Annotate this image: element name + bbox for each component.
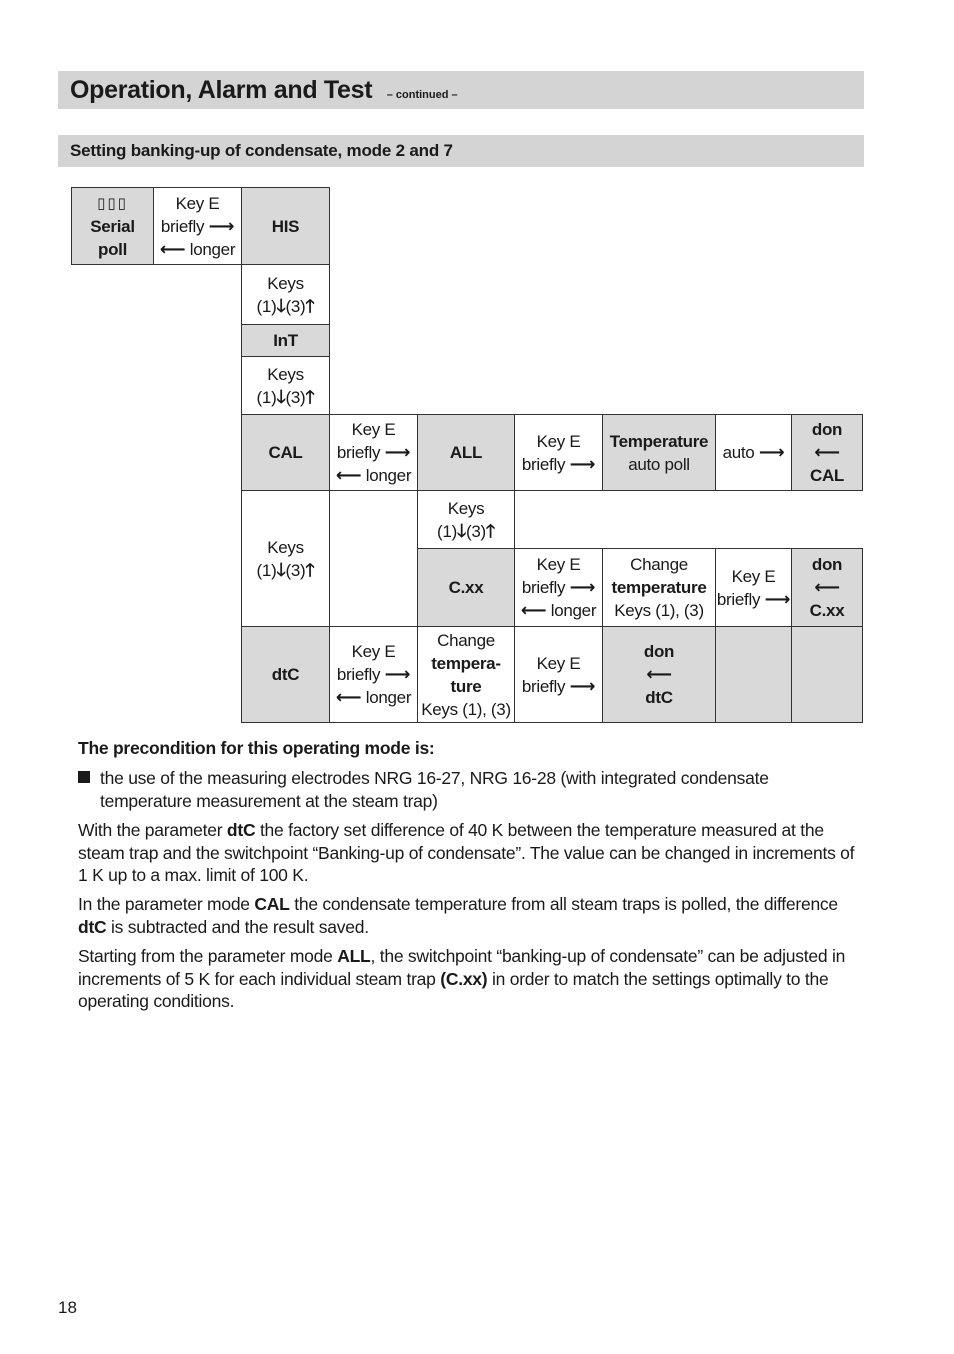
precondition-bullet: the use of the measuring electrodes NRG 16-27, NRG 16-28 (with integrated condensate temperature measurement at the steam trap) xyxy=(100,768,769,811)
key-3-label: (3) xyxy=(285,387,306,407)
key-e-cell xyxy=(153,187,242,265)
key-3-label: (3) xyxy=(285,296,306,316)
text-span: is subtracted and the result saved. xyxy=(106,916,369,937)
paragraph-cal xyxy=(78,893,868,938)
key-e-briefly-cell xyxy=(514,414,603,491)
key-e-label: Key E xyxy=(731,566,776,586)
arrow-left-icon: ⟵ xyxy=(646,664,672,684)
key-1-label: (1) xyxy=(256,560,277,580)
auto-poll-label: auto poll xyxy=(628,454,690,474)
key-1-label: (1) xyxy=(256,387,277,407)
don-label: don xyxy=(811,420,843,439)
arrow-up-icon: 🡑 xyxy=(305,295,315,316)
arrow-right-icon: ⟶ xyxy=(384,664,411,684)
arrow-right-icon: ⟶ xyxy=(758,442,785,462)
keys-label: Keys xyxy=(267,537,304,557)
keys-cell xyxy=(417,490,515,549)
temperature-label: temperature xyxy=(611,578,707,597)
don-label: don xyxy=(811,555,843,574)
text-bold: CAL xyxy=(254,894,290,914)
cxx-cell: C.xx xyxy=(417,548,515,627)
precondition-heading: The precondition for this operating mode is: xyxy=(78,738,435,758)
cxx-label: C.xx xyxy=(809,601,845,620)
change-label: Change xyxy=(630,555,688,574)
key-3-label: (3) xyxy=(466,521,486,541)
key-e-label: Key E xyxy=(536,555,581,574)
briefly-label: briefly xyxy=(521,578,566,597)
dtc-cell: dtC xyxy=(241,626,330,723)
section-header xyxy=(58,71,864,109)
key-e-label: Key E xyxy=(351,420,396,439)
page-number: 18 xyxy=(58,1298,77,1317)
text-span: the factory set difference of 40 K between the temperature measured at the steam trap and the switchpoint “Banking-up of condensate”. The value can be changed in increments of 1 K up to a max. limit of 100 K. xyxy=(78,820,855,885)
auto-cell xyxy=(715,414,792,491)
temperature-auto-poll-cell xyxy=(602,414,716,491)
arrow-left-icon: ⟵ xyxy=(159,238,186,259)
arrow-up-icon: 🡑 xyxy=(485,520,495,541)
key-e-briefly-cell xyxy=(715,548,792,627)
text-bold: (C.xx) xyxy=(440,968,488,989)
don-label: don xyxy=(643,642,675,661)
arrow-down-icon: 🡓 xyxy=(276,559,286,580)
arrow-down-icon: 🡓 xyxy=(276,295,286,316)
text-span: in order to match the settings optimally to the operating conditions. xyxy=(78,968,829,1011)
keys-cell xyxy=(241,356,330,415)
arrow-down-icon: 🡓 xyxy=(456,520,466,541)
keys-1-3-label: Keys (1), (3) xyxy=(421,699,511,719)
longer-label: longer xyxy=(365,466,412,485)
arrow-up-icon: 🡑 xyxy=(305,386,315,407)
briefly-label: briefly xyxy=(716,589,761,609)
text-bold: ALL xyxy=(337,946,371,966)
key-e-label: Key E xyxy=(536,653,581,673)
arrow-up-icon: 🡑 xyxy=(305,559,315,580)
bullet-square-icon xyxy=(78,771,90,783)
arrow-right-icon: ⟶ xyxy=(208,215,235,236)
arrow-down-icon: 🡓 xyxy=(276,386,286,407)
don-dtc-cell xyxy=(602,626,716,723)
arrow-right-icon: ⟶ xyxy=(764,588,791,609)
briefly-label: briefly xyxy=(521,454,566,474)
arrow-right-icon: ⟶ xyxy=(569,577,596,597)
briefly-label: briefly xyxy=(336,443,381,462)
keys-label: Keys xyxy=(447,498,485,518)
key-e-label: Key E xyxy=(351,642,396,661)
keys-cell xyxy=(241,490,330,627)
arrow-left-icon: ⟵ xyxy=(520,600,547,620)
briefly-label: briefly xyxy=(336,665,381,684)
keys-cell xyxy=(241,264,330,325)
arrow-right-icon: ⟶ xyxy=(384,442,411,462)
dtc-label: dtC xyxy=(645,688,673,707)
temperature-label: Temperature xyxy=(609,431,709,451)
page-subtitle: – continued – xyxy=(386,89,458,101)
keys-1-3-label: Keys (1), (3) xyxy=(614,601,704,620)
text-bold: dtC xyxy=(226,820,256,840)
text-bold: dtC xyxy=(78,916,107,937)
paragraph-dtc xyxy=(78,819,868,887)
text-span: In the parameter mode xyxy=(78,894,255,914)
don-cxx-cell xyxy=(791,548,863,627)
longer-label: longer xyxy=(550,601,597,620)
display-segments: ▯▯▯ xyxy=(97,194,128,212)
arrow-right-icon: ⟶ xyxy=(569,453,596,474)
briefly-label: briefly xyxy=(160,216,205,236)
auto-label: auto xyxy=(722,443,755,462)
all-cell: ALL xyxy=(417,414,515,491)
cal-cell: CAL xyxy=(241,414,330,491)
his-cell: HIS xyxy=(241,187,330,265)
arrow-left-icon: ⟵ xyxy=(335,687,362,707)
briefly-label: briefly xyxy=(521,676,566,696)
key-1-label: (1) xyxy=(437,521,457,541)
key-3-label: (3) xyxy=(285,560,306,580)
text-span: the condensate temperature from all steam traps is polled, the difference xyxy=(289,894,838,914)
key-e-cell xyxy=(329,414,418,491)
ture-label: ture xyxy=(450,676,482,696)
page-title: Operation, Alarm and Test xyxy=(70,76,373,104)
key-e-label: Key E xyxy=(175,193,220,213)
serial-label: Serial xyxy=(90,216,135,236)
key-e-label: Key E xyxy=(536,431,581,451)
keys-label: Keys xyxy=(267,364,304,384)
empty-cell xyxy=(791,626,863,723)
arrow-left-icon: ⟵ xyxy=(814,442,840,462)
change-temperature-cell xyxy=(417,626,515,723)
don-cal-cell xyxy=(791,414,863,491)
longer-label: longer xyxy=(189,239,236,259)
change-temperature-cell xyxy=(602,548,716,627)
text-span: With the parameter xyxy=(78,820,227,840)
poll-label: poll xyxy=(97,239,127,259)
empty-cell xyxy=(329,490,418,627)
key-e-cell xyxy=(514,548,603,627)
arrow-left-icon: ⟵ xyxy=(814,577,840,597)
tempera-label: tempera- xyxy=(431,653,501,673)
text-span: , the switchpoint “banking-up of condensate” can be adjusted in increments of 5 K for each individual steam trap xyxy=(78,946,846,989)
arrow-left-icon: ⟵ xyxy=(335,465,362,485)
empty-cell xyxy=(715,626,792,723)
keys-label: Keys xyxy=(267,273,304,293)
text-span: Starting from the parameter mode xyxy=(78,946,338,966)
serial-poll-cell xyxy=(71,187,154,265)
key-1-label: (1) xyxy=(256,296,277,316)
arrow-right-icon: ⟶ xyxy=(569,675,596,696)
change-label: Change xyxy=(437,630,495,650)
cal-label: CAL xyxy=(809,466,845,485)
key-e-cell xyxy=(329,626,418,723)
int-cell: InT xyxy=(241,324,330,357)
key-e-briefly-cell xyxy=(514,626,603,723)
subsection-header: Setting banking-up of condensate, mode 2 and 7 xyxy=(58,135,864,167)
longer-label: longer xyxy=(365,688,412,707)
paragraph-all xyxy=(78,945,868,1013)
